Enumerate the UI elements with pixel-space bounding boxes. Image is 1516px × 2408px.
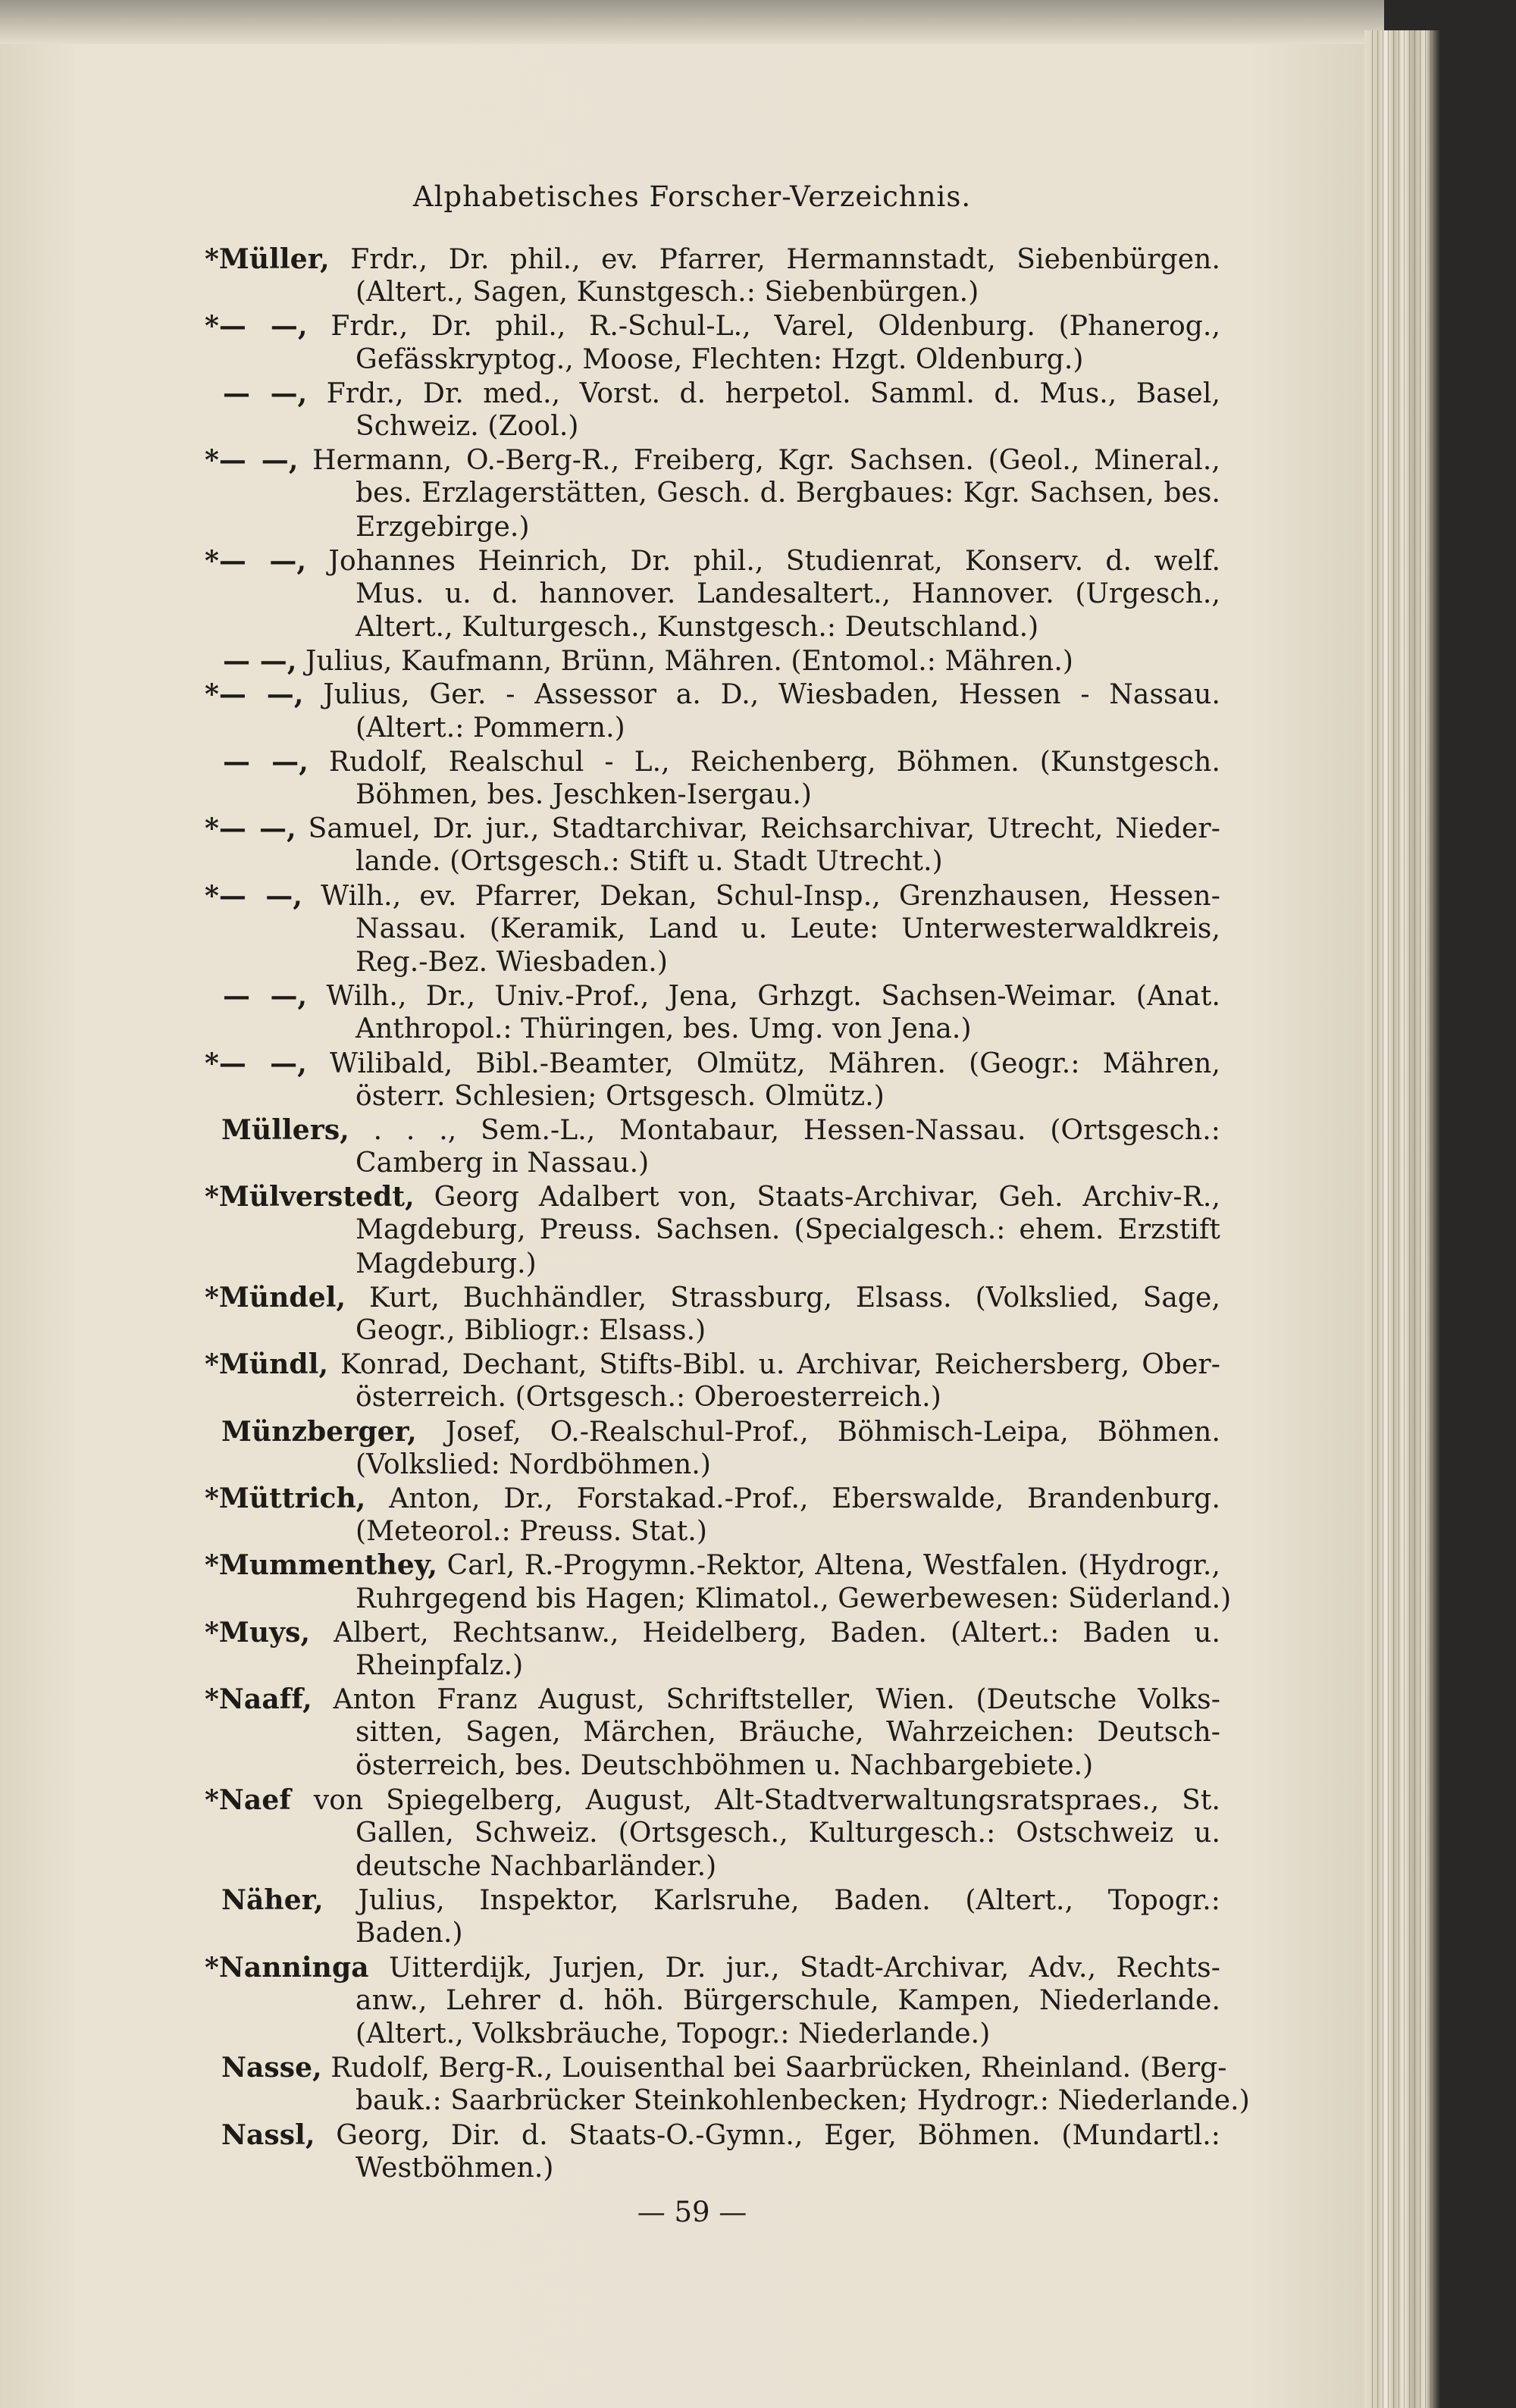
entry-line-continuation: österreich, bes. Deutschböhmen u. Nachbargebiete.)	[356, 1750, 1094, 1782]
entry-line-head: Müllers, . . ., Sem.-L., Montabaur, Hessen-Nassau. (Ortsgesch.:	[221, 1113, 1220, 1146]
entry-line-continuation: bes. Erzlagerstätten, Gesch. d. Bergbaues: Kgr. Sachsen, bes.	[356, 478, 1220, 509]
entry-line-continuation: Magdeburg.)	[356, 1248, 537, 1279]
entry-line-continuation: Reg.-Bez. Wiesbaden.)	[356, 946, 668, 978]
entry-name: *— —,	[205, 813, 296, 845]
entry-line-head: — —, Wilh., Dr., Univ.-Prof., Jena, Grhzgt. Sachsen-Weimar. (Anat.	[223, 980, 1221, 1013]
entry-name: *— —,	[205, 879, 303, 912]
entry-name: Nasse,	[221, 2052, 322, 2084]
entry-line-head: *Mündel, Kurt, Buchhändler, Strassburg, Elsass. (Volkslied, Sage,	[205, 1281, 1220, 1314]
entry-line-continuation: österr. Schlesien; Ortsgesch. Olmütz.)	[356, 1080, 885, 1112]
directory-entry	[205, 2118, 1220, 2185]
entry-line-head: — —, Frdr., Dr. med., Vorst. d. herpetol. Samml. d. Mus., Basel,	[223, 377, 1220, 409]
entry-line-head: — —, Rudolf, Realschul - L., Reichenberg, Böhmen. (Kunstgesch.	[223, 745, 1221, 778]
directory-entry	[205, 1415, 1220, 1482]
entry-line-head: Münzberger, Josef, O.-Realschul-Prof., Böhmisch-Leipa, Böhmen.	[221, 1415, 1220, 1448]
entry-line-head: *Naef von Spiegelberg, August, Alt-Stadtverwaltungsratspraes., St.	[205, 1783, 1220, 1816]
directory-entry	[205, 1482, 1220, 1548]
directory-entry	[205, 1180, 1220, 1281]
directory-entry	[205, 812, 1220, 878]
directory-entry	[205, 1047, 1220, 1113]
entry-name: *Muys,	[205, 1616, 311, 1649]
entry-name: — —,	[223, 377, 308, 409]
entry-line-head: *— —, Frdr., Dr. phil., R.-Schul-L., Varel, Oldenburg. (Phanerog.,	[205, 310, 1220, 343]
entry-name: *Mummenthey,	[205, 1549, 438, 1582]
entry-line-head: *Müttrich, Anton, Dr., Forstakad.-Prof., Eberswalde, Brandenburg.	[205, 1482, 1220, 1514]
directory-entry	[205, 644, 1220, 678]
entry-line-continuation: anw., Lehrer d. höh. Bürgerschule, Kampen, Niederlande.	[356, 1984, 1220, 2016]
entry-line-continuation: Gefässkryptog., Moose, Flechten: Hzgt. Oldenburg.)	[356, 343, 1084, 375]
entry-line-head: Näher, Julius, Inspektor, Karlsruhe, Baden. (Altert., Topogr.:	[221, 1884, 1220, 1917]
entry-line-continuation: Baden.)	[356, 1918, 463, 1949]
entry-line-head: *— —, Wilh., ev. Pfarrer, Dekan, Schul-Insp., Grenzhausen, Hessen-	[205, 879, 1220, 912]
entry-line-continuation: Schweiz. (Zool.)	[356, 410, 579, 442]
entry-line-head: *— —, Julius, Ger. - Assessor a. D., Wiesbaden, Hessen - Nassau.	[205, 678, 1220, 711]
entry-name: *Mündel,	[205, 1281, 346, 1314]
entry-line-continuation: Camberg in Nassau.)	[356, 1148, 650, 1179]
directory-entry	[205, 1783, 1220, 1884]
entry-name: *— —,	[205, 1047, 307, 1079]
book-spine	[1364, 30, 1516, 2408]
entry-name: Münzberger,	[221, 1415, 417, 1448]
entry-line-continuation: Ruhrgegend bis Hagen; Klimatol., Gewerbewesen: Süderland.)	[356, 1583, 1232, 1614]
entry-line-head: *Naaff, Anton Franz August, Schriftsteller, Wien. (Deutsche Volks-	[205, 1683, 1220, 1716]
entry-name: *— —,	[205, 444, 299, 477]
entry-line-continuation: Mus. u. d. hannover. Landesaltert., Hannover. (Urgesch.,	[356, 578, 1220, 609]
page-top-edge	[0, 0, 1384, 44]
entry-line-continuation: Magdeburg, Preuss. Sachsen. (Specialgesch.: ehem. Erzstift	[356, 1214, 1220, 1246]
entry-line-head: *— —, Wilibald, Bibl.-Beamter, Olmütz, Mähren. (Geogr.: Mähren,	[205, 1047, 1220, 1079]
page-number: — 59 —	[637, 2196, 747, 2228]
entry-name: *Mülverstedt,	[205, 1181, 415, 1213]
entry-name: Müllers,	[221, 1113, 349, 1146]
entry-name: *— —,	[205, 310, 308, 343]
directory-entry	[205, 243, 1220, 309]
entry-line-head: *— —, Johannes Heinrich, Dr. phil., Studienrat, Konserv. d. welf.	[205, 544, 1220, 577]
entry-line-head: *— —, Hermann, O.-Berg-R., Freiberg, Kgr. Sachsen. (Geol., Mineral.,	[205, 444, 1220, 477]
directory-entry	[205, 2051, 1250, 2118]
directory-entry	[205, 678, 1220, 744]
entry-line-head: *— —, Samuel, Dr. jur., Stadtarchivar, Reichsarchivar, Utrecht, Nieder-	[205, 813, 1220, 845]
entry-name: — —,	[223, 980, 308, 1013]
entry-name: *Nanninga	[205, 1951, 369, 1984]
entry-name: *Müttrich,	[205, 1482, 366, 1514]
entry-line-continuation: lande. (Ortsgesch.: Stift u. Stadt Utrecht.)	[356, 846, 943, 878]
entry-name: — —,	[223, 645, 297, 678]
entry-line-continuation: (Meteorol.: Preuss. Stat.)	[356, 1516, 707, 1548]
directory-entry	[205, 309, 1220, 376]
entry-name: *— —,	[205, 544, 307, 577]
entry-line-continuation: Westböhmen.)	[356, 2152, 554, 2184]
entry-line-head: Nasse, Rudolf, Berg-R., Louisenthal bei Saarbrücken, Rheinland. (Berg-	[221, 2052, 1227, 2084]
entry-line-continuation: Rheinpfalz.)	[356, 1649, 524, 1681]
entry-name: — —,	[223, 745, 309, 778]
entry-line-continuation: sitten, Sagen, Märchen, Bräuche, Wahrzeichen: Deutsch-	[356, 1717, 1220, 1749]
directory-entry	[205, 1683, 1220, 1783]
entry-line-continuation: Erzgebirge.)	[356, 511, 530, 543]
directory-entry	[205, 879, 1220, 980]
entry-line-head: *Muys, Albert, Rechtsanw., Heidelberg, Baden. (Altert.: Baden u.	[205, 1616, 1220, 1649]
entry-name: *Naef	[205, 1783, 291, 1816]
entry-line-head: *Müller, Frdr., Dr. phil., ev. Pfarrer, Hermannstadt, Siebenbürgen.	[205, 243, 1220, 275]
entry-line-continuation: bauk.: Saarbrücker Steinkohlenbecken; Hydrogr.: Niederlande.)	[356, 2085, 1250, 2117]
entry-line-head: *Nanninga Uitterdijk, Jurjen, Dr. jur., Stadt-Archivar, Adv., Rechts-	[205, 1951, 1220, 1984]
page-header: Alphabetisches Forscher-Verzeichnis.	[412, 180, 972, 213]
entry-line-head: *Mülverstedt, Georg Adalbert von, Staats-Archivar, Geh. Archiv-R.,	[205, 1181, 1220, 1213]
entry-line-head: — —, Julius, Kaufmann, Brünn, Mähren. (Entomol.: Mähren.)	[223, 645, 1074, 678]
directory-entry	[205, 745, 1220, 812]
entry-name: *Müller,	[205, 243, 330, 275]
directory-entry	[205, 377, 1220, 443]
entry-line-continuation: (Altert., Sagen, Kunstgesch.: Siebenbürgen.)	[356, 277, 979, 308]
entry-name: *Mündl,	[205, 1348, 329, 1381]
entry-name: *Naaff,	[205, 1683, 312, 1716]
entry-line-head: Nassl, Georg, Dir. d. Staats-O.-Gymn., Eger, Böhmen. (Mundartl.:	[221, 2118, 1220, 2151]
entry-line-continuation: Böhmen, bes. Jeschken-Isergau.)	[356, 779, 813, 810]
directory-entry	[205, 1616, 1220, 1683]
directory-entry	[205, 1348, 1220, 1414]
entry-line-continuation: deutsche Nachbarländer.)	[356, 1851, 717, 1882]
entry-line-continuation: Nassau. (Keramik, Land u. Leute: Unterwesterwaldkreis,	[356, 913, 1220, 944]
entry-line-continuation: österreich. (Ortsgesch.: Oberoesterreich.)	[356, 1382, 941, 1414]
entry-name: Näher,	[221, 1884, 324, 1917]
entry-name: *— —,	[205, 678, 304, 711]
entry-name: Nassl,	[221, 2118, 315, 2151]
directory-entry	[205, 1884, 1220, 1950]
directory-entry	[205, 544, 1220, 645]
entry-line-continuation: Gallen, Schweiz. (Ortsgesch., Kulturgesch.: Ostschweiz u.	[356, 1817, 1220, 1849]
directory-entry	[205, 1281, 1220, 1348]
entry-line-continuation: (Altert., Volksbräuche, Topogr.: Niederlande.)	[356, 2018, 991, 2049]
entry-line-continuation: (Volkslied: Nordböhmen.)	[356, 1448, 712, 1480]
entry-line-head: *Mündl, Konrad, Dechant, Stifts-Bibl. u. Archivar, Reichersberg, Ober-	[205, 1348, 1220, 1381]
entry-line-continuation: Altert., Kulturgesch., Kunstgesch.: Deutschland.)	[356, 612, 1039, 643]
directory-entry	[205, 1951, 1220, 2052]
entry-line-continuation: (Altert.: Pommern.)	[356, 712, 625, 744]
entry-line-head: *Mummenthey, Carl, R.-Progymn.-Rektor, Altena, Westfalen. (Hydrogr.,	[205, 1549, 1220, 1582]
entry-line-continuation: Geogr., Bibliogr.: Elsass.)	[356, 1315, 706, 1346]
entry-line-continuation: Anthropol.: Thüringen, bes. Umg. von Jena.)	[356, 1013, 972, 1045]
entry-list	[205, 243, 1250, 2185]
directory-entry	[205, 979, 1220, 1046]
directory-entry	[205, 1113, 1220, 1180]
directory-entry	[205, 443, 1220, 544]
directory-entry	[205, 1548, 1232, 1615]
